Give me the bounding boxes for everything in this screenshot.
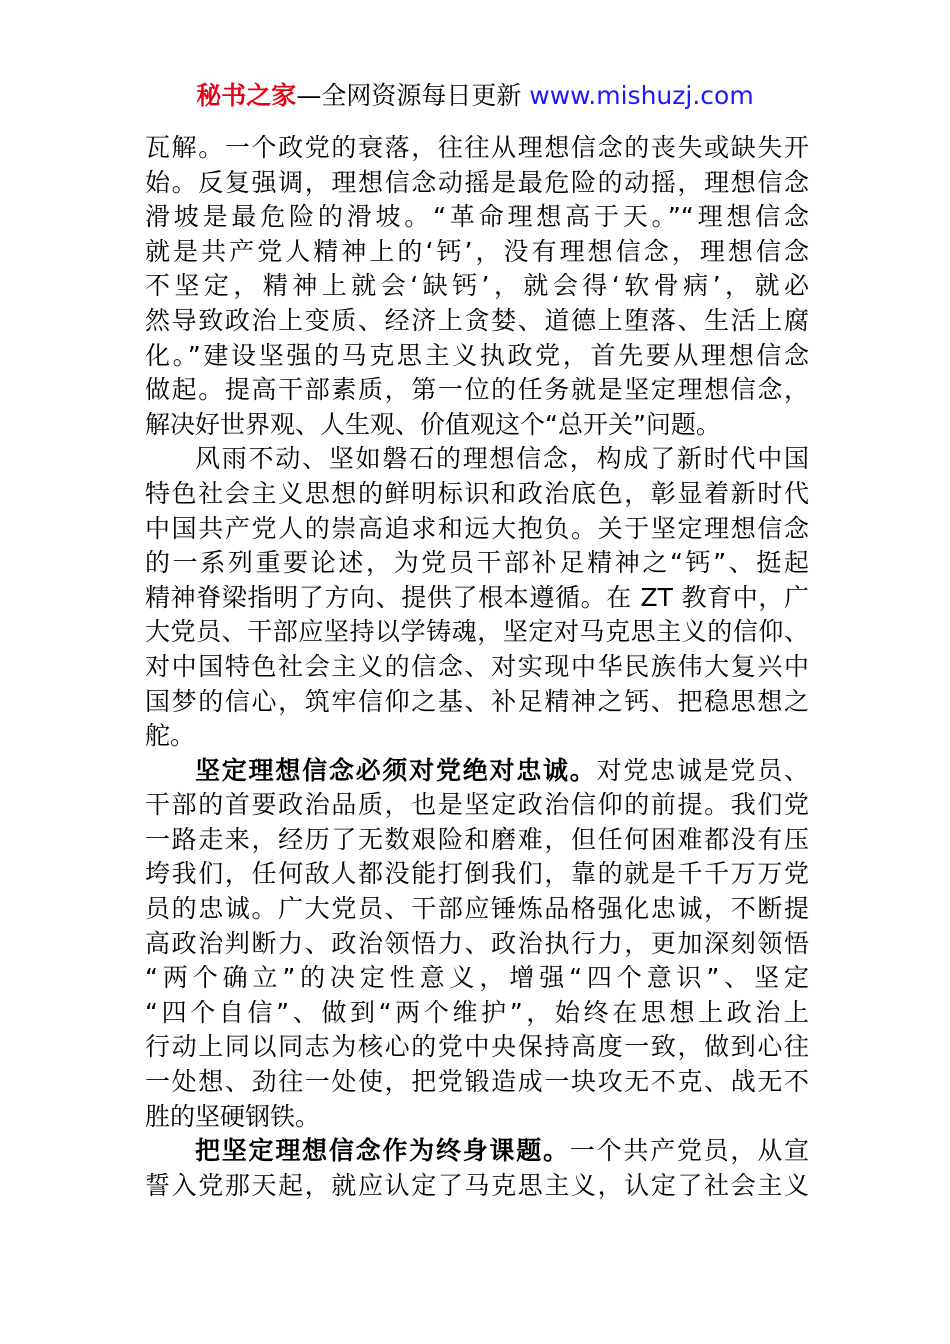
text-line: 瓦解。一个政党的衰落，往往从理想信念的丧失或缺失开	[145, 133, 809, 162]
text-run: 对党忠诚是党员、	[596, 755, 809, 785]
section-heading: 把坚定理想信念作为终身课题。	[195, 1136, 570, 1166]
text-line: 然导致政治上变质、经济上贪婪、道德上堕落、生活上腐	[145, 305, 809, 335]
text-line: 誓入党那天起，就应认定了马克思主义，认定了社会主义	[145, 1170, 809, 1200]
text-line: 舵。	[145, 721, 196, 751]
text-line: 解决好世界观、人生观、价值观这个“总开关”问题。	[145, 409, 721, 439]
text-line: 一处想、劲往一处使，把党锻造成一块攻无不克、战无不	[145, 1067, 809, 1097]
text-line: 精神脊梁指明了方向、提供了根本遵循。在 ZT 教育中，广	[145, 582, 809, 612]
text-run: 一个共产党员，从宣	[569, 1136, 809, 1166]
text-line: 就是共产党人精神上的‘钙’，没有理想信念，理想信念	[145, 236, 809, 266]
header-tagline: —全网资源每日更新	[296, 81, 530, 110]
text-line: 国梦的信心，筑牢信仰之基、补足精神之钙、把稳思想之	[145, 686, 809, 716]
text-line: “两个确立”的决定性意义，增强“四个意识”、坚定	[145, 963, 809, 993]
text-line: 高政治判断力、政治领悟力、政治执行力，更加深刻领悟	[145, 928, 809, 958]
text-line: 的一系列重要论述，为党员干部补足精神之“钙”、挺起	[145, 548, 809, 578]
text-line	[145, 1134, 809, 1169]
text-line: “四个自信”、做到“两个维护”，始终在思想上政治上	[145, 997, 809, 1027]
text-line: 干部的首要政治品质，也是坚定政治信仰的前提。我们党	[145, 790, 809, 820]
page-header	[0, 80, 950, 112]
text-line: 化。”建设坚强的马克思主义执政党，首先要从理想信念	[145, 340, 809, 370]
text-line: 始。反复强调，理想信念动摇是最危险的动摇，理想信念	[145, 167, 809, 197]
text-line: 做起。提高干部素质，第一位的任务就是坚定理想信念，	[145, 375, 809, 405]
text-line: 垮我们，任何敌人都没能打倒我们，靠的就是千千万万党	[145, 859, 809, 889]
text-line: 胜的坚硬钢铁。	[145, 1101, 321, 1131]
text-line: 滑坡是最危险的滑坡。“革命理想高于天。”“理想信念	[145, 202, 809, 232]
text-line: 一路走来，经历了无数艰险和磨难，但任何困难都没有压	[145, 824, 809, 854]
text-line: 大党员、干部应坚持以学铸魂，坚定对马克思主义的信仰、	[145, 617, 809, 647]
section-heading: 坚定理想信念必须对党绝对忠诚。	[195, 755, 597, 785]
website-link[interactable]: www.mishuzj.com	[529, 81, 754, 110]
text-line: 风雨不动、坚如磐石的理想信念，构成了新时代中国	[195, 444, 809, 474]
text-line: 对中国特色社会主义的信念、对实现中华民族伟大复兴中	[145, 651, 809, 681]
text-line: 特色社会主义思想的鲜明标识和政治底色，彰显着新时代	[145, 478, 809, 508]
document-body	[145, 131, 809, 1203]
paragraph-4	[145, 1134, 809, 1203]
paragraph-1	[145, 131, 809, 442]
text-line: 员的忠诚。广大党员、干部应锤炼品格强化忠诚，不断提	[145, 894, 809, 924]
text-line: 行动上同以同志为核心的党中央保持高度一致，做到心往	[145, 1032, 809, 1062]
paragraph-3	[145, 754, 809, 1135]
text-line	[145, 754, 809, 789]
paragraph-2	[145, 442, 809, 753]
brand-name: 秘书之家	[196, 81, 297, 110]
text-line: 中国共产党人的崇高追求和远大抱负。关于坚定理想信念	[145, 513, 809, 543]
text-line: 不坚定，精神上就会‘缺钙’，就会得‘软骨病’，就必	[145, 271, 809, 301]
